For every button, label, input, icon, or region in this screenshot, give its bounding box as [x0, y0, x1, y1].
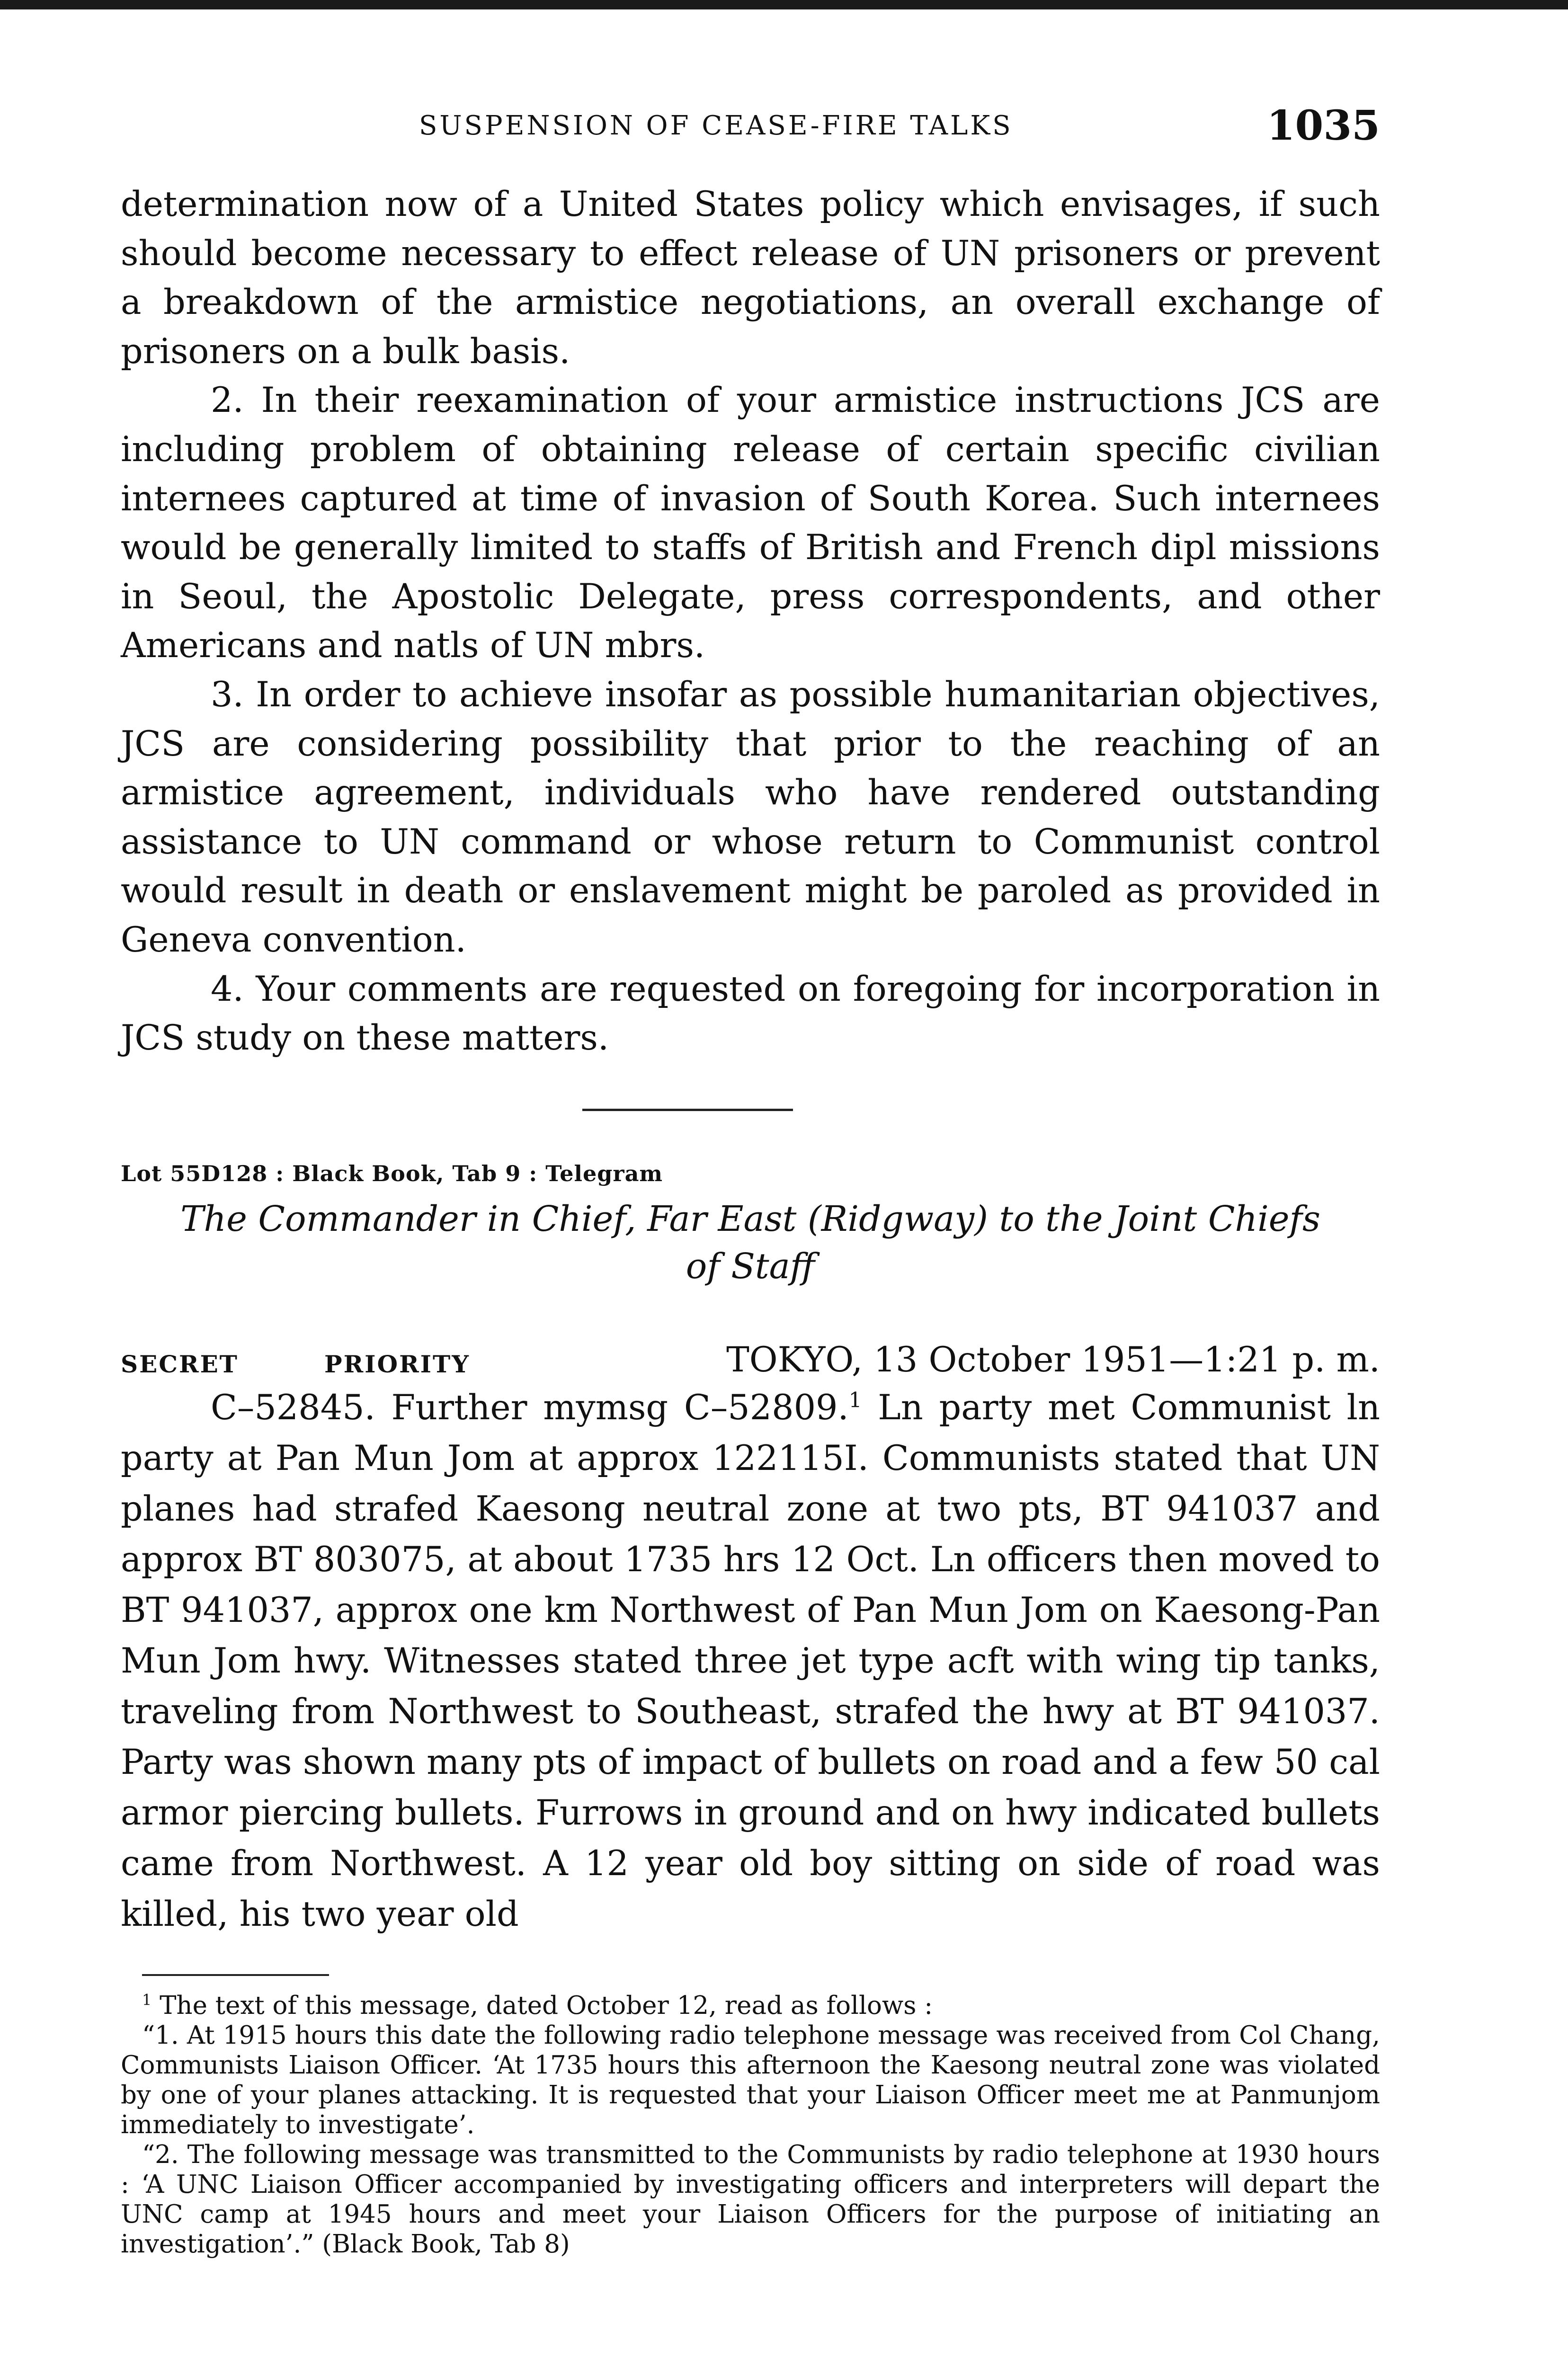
running-head: SUSPENSION OF CEASE-FIRE TALKS [419, 110, 1013, 141]
precedence-label: PRIORITY [324, 1350, 470, 1378]
page-number: 1035 [1266, 102, 1380, 150]
document-title [121, 1195, 1380, 1290]
footnote-1 [121, 1991, 1380, 2020]
footnote-intro: The text of this message, dated October 12, read as follows : [151, 1991, 933, 2020]
telegram-paragraph [121, 1382, 1380, 1940]
paragraph-continuation: determination now of a United States policy which envisages, if such should become necessary to effect release of UN prisoners or prevent a breakdown of the armistice negotiations, an overall exchange of prisoners on a bulk basis. [121, 184, 1380, 372]
document-title-line-1: The Commander in Chief, Far East (Ridgway) to the Joint Chiefs [180, 1199, 1320, 1239]
document-title-line-2: of Staff [686, 1246, 815, 1287]
previous-document-continuation [121, 180, 1380, 1063]
footnote-quote-1: “1. At 1915 hours this date the following radio telephone message was received from Col Chang, Communists Liaison Officer. ‘At 1735 hours this afternoon the Kaesong neutral zone was violated by one of your planes attacking. It is requested that your Liaison Officer meet me at Panmunjom immediately to investigate’. [121, 2021, 1380, 2139]
telegram-meta [121, 1340, 1380, 1382]
footnote-rule [142, 1974, 329, 1976]
telegram-body [121, 1382, 1380, 1940]
footnote-quote-2: “2. The following message was transmitted to the Communists by radio telephone at 1930 hours : ‘A UNC Liaison Officer accompanied by investigating officers and interpreters will depart the UNC camp at 1945 hours and meet your Liaison Officers for the purpose of initiating an investigation’.” (Black Book, Tab 8) [121, 2140, 1380, 2259]
paragraph-4: 4. Your comments are requested on foregoing for incorporation in JCS study on these matters. [121, 969, 1380, 1059]
source-line: Lot 55D128 : Black Book, Tab 9 : Telegram [121, 1161, 663, 1186]
paragraph-2: 2. In their reexamination of your armistice instructions JCS are including problem of obtaining release of certain specific civilian internees captured at time of invasion of South Korea. Such internees would be generally limited to staffs of British and French dipl missions in Seoul, the Apostolic Delegate, press correspondents, and other Americans and natls of UN mbrs. [121, 380, 1380, 666]
paragraph-3: 3. In order to achieve insofar as possible humanitarian objectives, JCS are considering possibility that prior to the reaching of an armistice agreement, individuals who have rendered outstanding assistance to UN command or whose return to Communist control would result in death or enslavement might be paroled as provided in Geneva convention. [121, 674, 1380, 960]
footnotes [121, 1991, 1380, 2259]
footnote-marker: 1 [142, 1991, 152, 2009]
dateline: TOKYO, 13 October 1951—1:21 p. m. [726, 1340, 1380, 1380]
footnote-reference: 1 [848, 1388, 862, 1413]
telegram-lead: C–52845. Further mymsg C–52809. [211, 1388, 849, 1428]
telegram-text: Ln party met Communist ln party at Pan Mun Jom at approx 122115I. Communists stated that UN planes had strafed Kaesong neutral zone at two pts, BT 941037 and approx BT 803075, at about 1735 hrs 12 Oct. Ln officers then moved to BT 941037, approx one km Northwest of Pan Mun Jom on Kaesong-Pan Mun Jom hwy. Witnesses stated three jet type acft with wing tip tanks, traveling from Northwest to Southeast, strafed the hwy at BT 941037. Party was shown many pts of impact of bullets on road and a few 50 cal armor piercing bullets. Furrows in ground and on hwy indicated bullets came from Northwest. A 12 year old boy sitting on side of road was killed, his two year old [121, 1388, 1380, 1934]
page-header [121, 102, 1380, 154]
classification-label: SECRET [121, 1350, 239, 1378]
page-top-edge [0, 0, 1568, 9]
section-divider [582, 1109, 793, 1111]
